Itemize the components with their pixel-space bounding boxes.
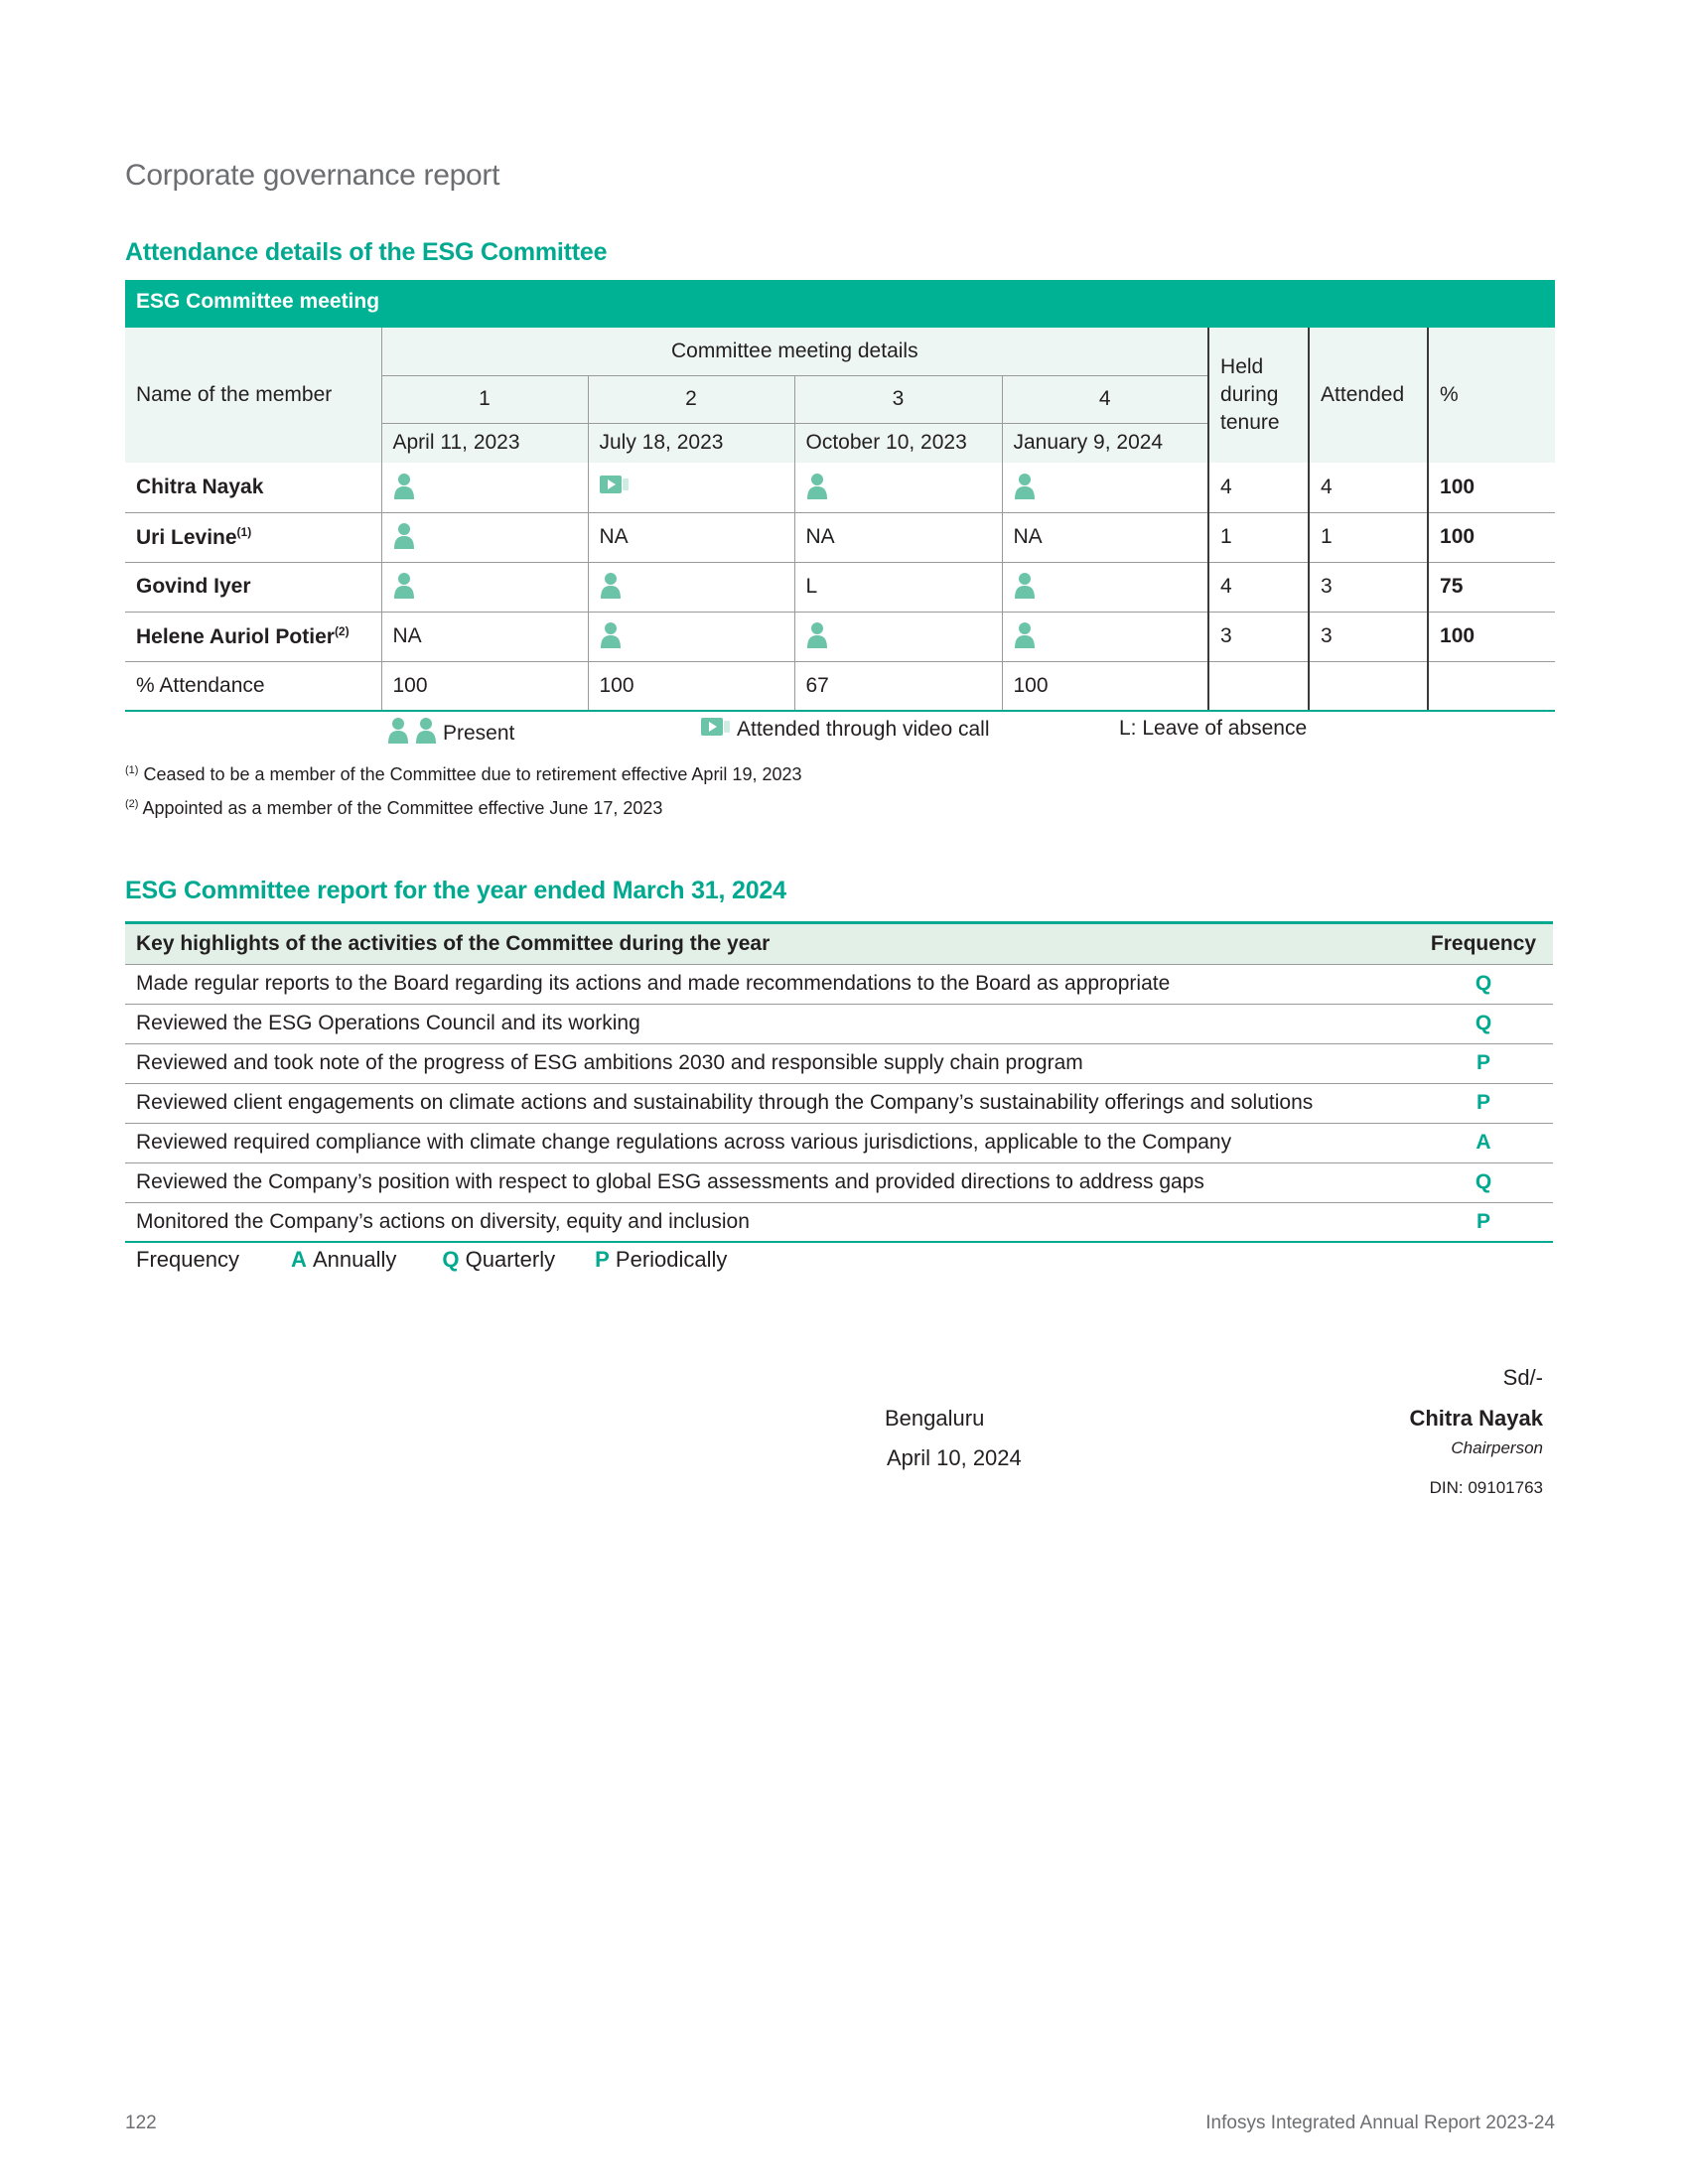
person-icon [415,717,437,751]
member-row [125,463,1555,512]
meeting-num: 3 [794,375,1002,423]
held-count: 1 [1208,512,1309,562]
legend-video [701,717,990,743]
col-held-header: Held during tenure [1208,328,1309,463]
frequency-code: Q [442,1247,460,1272]
frequency-legend-label: Frequency [136,1247,239,1272]
section-label: Corporate governance report [125,159,500,192]
highlight-row [125,1162,1553,1202]
highlight-row [125,1004,1553,1043]
pct-value: 75 [1428,562,1555,612]
highlight-frequency: A [1414,1123,1553,1162]
col-group-header: Committee meeting details [381,328,1208,375]
frequency-text: Periodically [615,1247,728,1272]
member-name [125,463,381,512]
summary-empty [1208,661,1309,711]
highlight-frequency: Q [1414,1162,1553,1202]
person-icon [387,717,409,751]
video-call-icon [588,463,794,512]
report-table-wrap [125,921,1553,1243]
frequency-code: A [290,1247,307,1272]
meeting-num: 1 [381,375,588,423]
highlight-frequency: P [1414,1083,1553,1123]
meeting-date: July 18, 2023 [588,423,794,463]
highlight-frequency: Q [1414,1004,1553,1043]
highlight-text: Reviewed the Company’s position with respect to global ESG assessments and provided directions to address gaps [125,1162,1414,1202]
member-name [125,562,381,612]
meeting-date: April 11, 2023 [381,423,588,463]
page-number: 122 [125,2113,157,2133]
held-count: 4 [1208,463,1309,512]
signature-place: Bengaluru [885,1406,985,1431]
highlight-text: Reviewed required compliance with climate change regulations across various jurisdictions, applicable to the Company [125,1123,1414,1162]
footnote-2 [125,798,662,819]
signature-din: DIN: 09101763 [1429,1478,1543,1497]
report-title: ESG Committee report for the year ended March 31, 2024 [125,877,786,904]
pct-value: 100 [1428,612,1555,661]
footnote-1 [125,764,802,785]
frequency-code: P [595,1247,610,1272]
member-row [125,612,1555,661]
summary-label: % Attendance [125,661,381,711]
col-highlights-header: Key highlights of the activities of the Committee during the year [125,924,1414,964]
attendance-body [125,463,1555,711]
signature-date: April 10, 2024 [887,1445,1022,1470]
pct-value: 100 [1428,512,1555,562]
member-row [125,562,1555,612]
attendance-summary-row [125,661,1555,711]
member-name [125,512,381,562]
summary-value: 67 [794,661,1002,711]
report-name: Infosys Integrated Annual Report 2023-24 [1205,2113,1555,2133]
footnote-mark: (1) [125,764,139,776]
highlight-text: Reviewed and took note of the progress of ESG ambitions 2030 and responsible supply chain program [125,1043,1414,1083]
attendance-title: Attendance details of the ESG Committee [125,238,608,266]
col-attended-header: Attended [1309,328,1428,463]
attendance-cell: NA [381,612,588,661]
highlight-frequency: P [1414,1202,1553,1242]
highlight-frequency: P [1414,1043,1553,1083]
signature-sd: Sd/- [1502,1365,1543,1390]
present-icon [381,463,588,512]
report-table [125,924,1553,1243]
highlight-row [125,964,1553,1004]
member-name-text: Chitra Nayak [136,475,264,498]
highlight-text: Reviewed the ESG Operations Council and its working [125,1004,1414,1043]
present-icon [1002,612,1208,661]
footnote-text: Appointed as a member of the Committee effective June 17, 2023 [142,798,663,818]
frequency-text: Quarterly [465,1247,556,1272]
highlight-frequency: Q [1414,964,1553,1004]
signature-name: Chitra Nayak [1409,1406,1543,1431]
highlight-row [125,1083,1553,1123]
attendance-banner: ESG Committee meeting [125,280,1555,328]
signature-role: Chairperson [1451,1438,1543,1457]
meeting-num: 2 [588,375,794,423]
meeting-date: October 10, 2023 [794,423,1002,463]
frequency-legend [136,1247,727,1273]
present-icon [381,512,588,562]
video-call-icon [701,717,731,743]
highlight-text: Reviewed client engagements on climate actions and sustainability through the Company’s sustainability offerings and solutions [125,1083,1414,1123]
legend-video-label: Attended through video call [737,718,990,741]
footnote-mark: (2) [334,623,350,638]
footnote-mark: (1) [236,524,252,539]
highlight-row [125,1043,1553,1083]
legend-present-label: Present [443,722,515,745]
pct-value: 100 [1428,463,1555,512]
attendance-cell: NA [794,512,1002,562]
present-icon [381,562,588,612]
summary-value: 100 [381,661,588,711]
present-icon [588,562,794,612]
footnote-mark: (2) [125,798,139,810]
attendance-cell: NA [588,512,794,562]
highlight-row [125,1202,1553,1242]
member-name-text: Govind Iyer [136,575,251,598]
attendance-table-wrap [125,280,1555,712]
attendance-cell: NA [1002,512,1208,562]
member-name-text: Uri Levine [136,525,237,549]
attended-count: 1 [1309,512,1428,562]
attendance-table [125,328,1555,712]
highlight-text: Made regular reports to the Board regarding its actions and made recommendations to the Board as appropriate [125,964,1414,1004]
held-count: 4 [1208,562,1309,612]
present-icon [794,463,1002,512]
footnote-text: Ceased to be a member of the Committee due to retirement effective April 19, 2023 [143,764,802,784]
legend-present [387,717,514,751]
summary-empty [1309,661,1428,711]
highlight-row [125,1123,1553,1162]
col-pct-header: % [1428,328,1555,463]
attended-count: 3 [1309,612,1428,661]
held-count: 3 [1208,612,1309,661]
attended-count: 4 [1309,463,1428,512]
member-name-text: Helene Auriol Potier [136,624,335,648]
frequency-text: Annually [312,1247,397,1272]
attended-count: 3 [1309,562,1428,612]
summary-value: 100 [1002,661,1208,711]
present-icon [794,612,1002,661]
present-icon [1002,463,1208,512]
attendance-cell: L [794,562,1002,612]
col-name-header: Name of the member [125,328,381,463]
highlight-text: Monitored the Company’s actions on diversity, equity and inclusion [125,1202,1414,1242]
report-body [125,964,1553,1242]
meeting-num: 4 [1002,375,1208,423]
summary-empty [1428,661,1555,711]
present-icon [1002,562,1208,612]
present-icon [588,612,794,661]
meeting-date: January 9, 2024 [1002,423,1208,463]
summary-value: 100 [588,661,794,711]
legend-leave-label: L: Leave of absence [1119,717,1308,740]
member-name [125,612,381,661]
col-frequency-header: Frequency [1414,924,1553,964]
legend-leave [1119,717,1307,741]
member-row [125,512,1555,562]
